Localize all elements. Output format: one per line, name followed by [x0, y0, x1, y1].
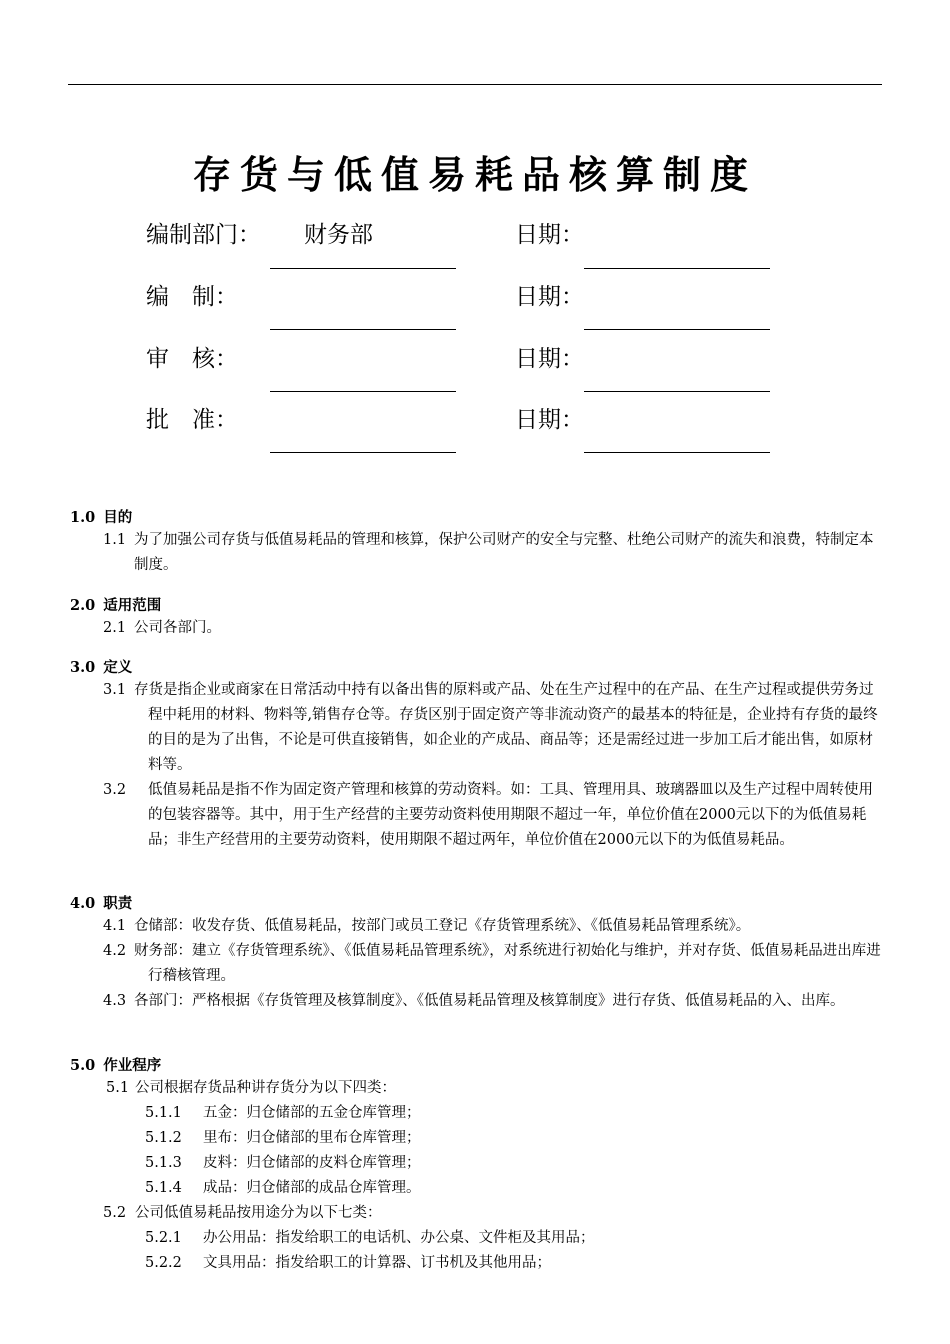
sub-clause	[145, 1226, 595, 1251]
clause	[106, 1076, 880, 1101]
section-title: 适用范围	[103, 597, 162, 614]
signature-line	[270, 268, 456, 269]
signature-line	[270, 391, 456, 392]
section-heading	[70, 506, 132, 527]
date-label-4: 日期：	[515, 407, 584, 433]
date-label-3: 日期：	[515, 346, 584, 372]
section-number: 2.0	[70, 597, 96, 614]
section-heading	[70, 594, 161, 615]
section-title: 作业程序	[103, 1057, 162, 1074]
section-heading	[70, 1054, 161, 1075]
sub-clause-number: 5.1.2	[145, 1130, 182, 1146]
sub-clause-text: 文具用品：指发给职工的计算器、订书机及其他用品；	[203, 1255, 551, 1271]
sub-clause-number: 5.1.1	[145, 1105, 182, 1121]
clause-number: 5.1	[106, 1080, 130, 1096]
review-label: 审 核：	[146, 346, 238, 372]
date-line	[584, 391, 770, 392]
date-line	[584, 268, 770, 269]
section-heading	[70, 656, 132, 677]
clause-number: 4.2	[103, 943, 127, 959]
clause	[103, 989, 881, 1014]
clause	[103, 778, 881, 853]
clause	[103, 528, 881, 578]
clause-text: 公司各部门。	[134, 620, 221, 636]
clause	[103, 939, 881, 989]
sub-clause-number: 5.1.4	[145, 1180, 182, 1196]
clause-text: 公司根据存货品种讲存货分为以下四类：	[135, 1080, 396, 1096]
sub-clause	[145, 1251, 551, 1276]
sub-clause-number: 5.2.2	[145, 1255, 182, 1271]
compile-label: 编 制：	[146, 284, 238, 310]
sub-clause	[145, 1101, 421, 1126]
date-label-1: 日期：	[515, 222, 584, 248]
clause-number: 4.1	[103, 918, 127, 934]
date-line	[584, 329, 770, 330]
clause	[103, 914, 881, 939]
clause-text: 公司低值易耗品按用途分为以下七类：	[135, 1205, 382, 1221]
section-number: 3.0	[70, 659, 96, 676]
clause-number: 3.1	[103, 682, 127, 698]
sub-clause-text: 皮料：归仓储部的皮料仓库管理；	[203, 1155, 421, 1171]
sub-clause-number: 5.2.1	[145, 1230, 182, 1246]
clause	[103, 616, 881, 641]
sub-clause	[145, 1126, 421, 1151]
clause	[103, 1201, 881, 1226]
sub-clause	[145, 1151, 421, 1176]
clause-text: 为了加强公司存货与低值易耗品的管理和核算，保护公司财产的安全与完整、杜绝公司财产的流失和浪费，特制定本制度。	[134, 532, 874, 573]
signature-line	[270, 329, 456, 330]
date-label-2: 日期：	[515, 284, 584, 310]
sub-clause-text: 里布：归仓储部的里布仓库管理；	[203, 1130, 421, 1146]
clause-number: 4.3	[103, 993, 127, 1009]
dept-value: 财务部	[304, 222, 373, 248]
approve-label: 批 准：	[146, 407, 238, 433]
sub-clause-text: 办公用品：指发给职工的电话机、办公桌、文件柜及其用品；	[203, 1230, 595, 1246]
clause-number: 5.2	[103, 1205, 127, 1221]
section-number: 1.0	[70, 509, 96, 526]
section-title: 目的	[103, 509, 133, 526]
signature-line	[270, 452, 456, 453]
date-line	[584, 452, 770, 453]
section-title: 定义	[103, 659, 133, 676]
clause-text: 财务部：建立《存货管理系统》、《低值易耗品管理系统》，对系统进行初始化与维护，并对存货、低值易耗品进出库进行稽核管理。	[134, 943, 881, 984]
clause	[103, 678, 881, 778]
dept-label: 编制部门：	[146, 222, 261, 248]
section-heading	[70, 892, 132, 913]
clause-text: 各部门：严格根据《存货管理及核算制度》、《低值易耗品管理及核算制度》进行存货、低值易耗品的入、出库。	[134, 993, 845, 1009]
clause-number: 3.2	[103, 782, 127, 798]
clause-text: 仓储部：收发存货、低值易耗品，按部门或员工登记《存货管理系统》、《低值易耗品管理系统》。	[134, 918, 751, 934]
section-number: 5.0	[70, 1057, 96, 1074]
header-rule	[68, 84, 882, 85]
sub-clause-text: 五金：归仓储部的五金仓库管理；	[203, 1105, 421, 1121]
sub-clause-number: 5.1.3	[145, 1155, 182, 1171]
clause-text: 存货是指企业或商家在日常活动中持有以备出售的原料或产品、处在生产过程中的在产品、在生产过程或提供劳务过程中耗用的材料、物料等,销售存仓等。存货区别于固定资产等非流动资产的最基本的特征是，企业持有存货的最终的目的是为了出售，不论是可供直接销售，如企业的产成品、商品等；还是需经过进一步加工后才能出售，如原材料等。	[134, 682, 878, 773]
section-title: 职责	[103, 895, 133, 912]
document-title: 存货与低值易耗品核算制度	[192, 152, 757, 197]
clause-number: 1.1	[103, 532, 127, 548]
clause-number: 2.1	[103, 620, 127, 636]
clause-text: 低值易耗品是指不作为固定资产管理和核算的劳动资料。如：工具、管理用具、玻璃器皿以及生产过程中周转使用的包装容器等。其中，用于生产经营的主要劳动资料使用期限不超过一年，单位价值在2000元以下的为低值易耗品；非生产经营用的主要劳动资料，使用期限不超过两年，单位价值在2000元以下的为低值易耗品。	[148, 782, 873, 848]
sub-clause-text: 成品：归仓储部的成品仓库管理。	[203, 1180, 421, 1196]
section-number: 4.0	[70, 895, 96, 912]
sub-clause	[145, 1176, 421, 1201]
